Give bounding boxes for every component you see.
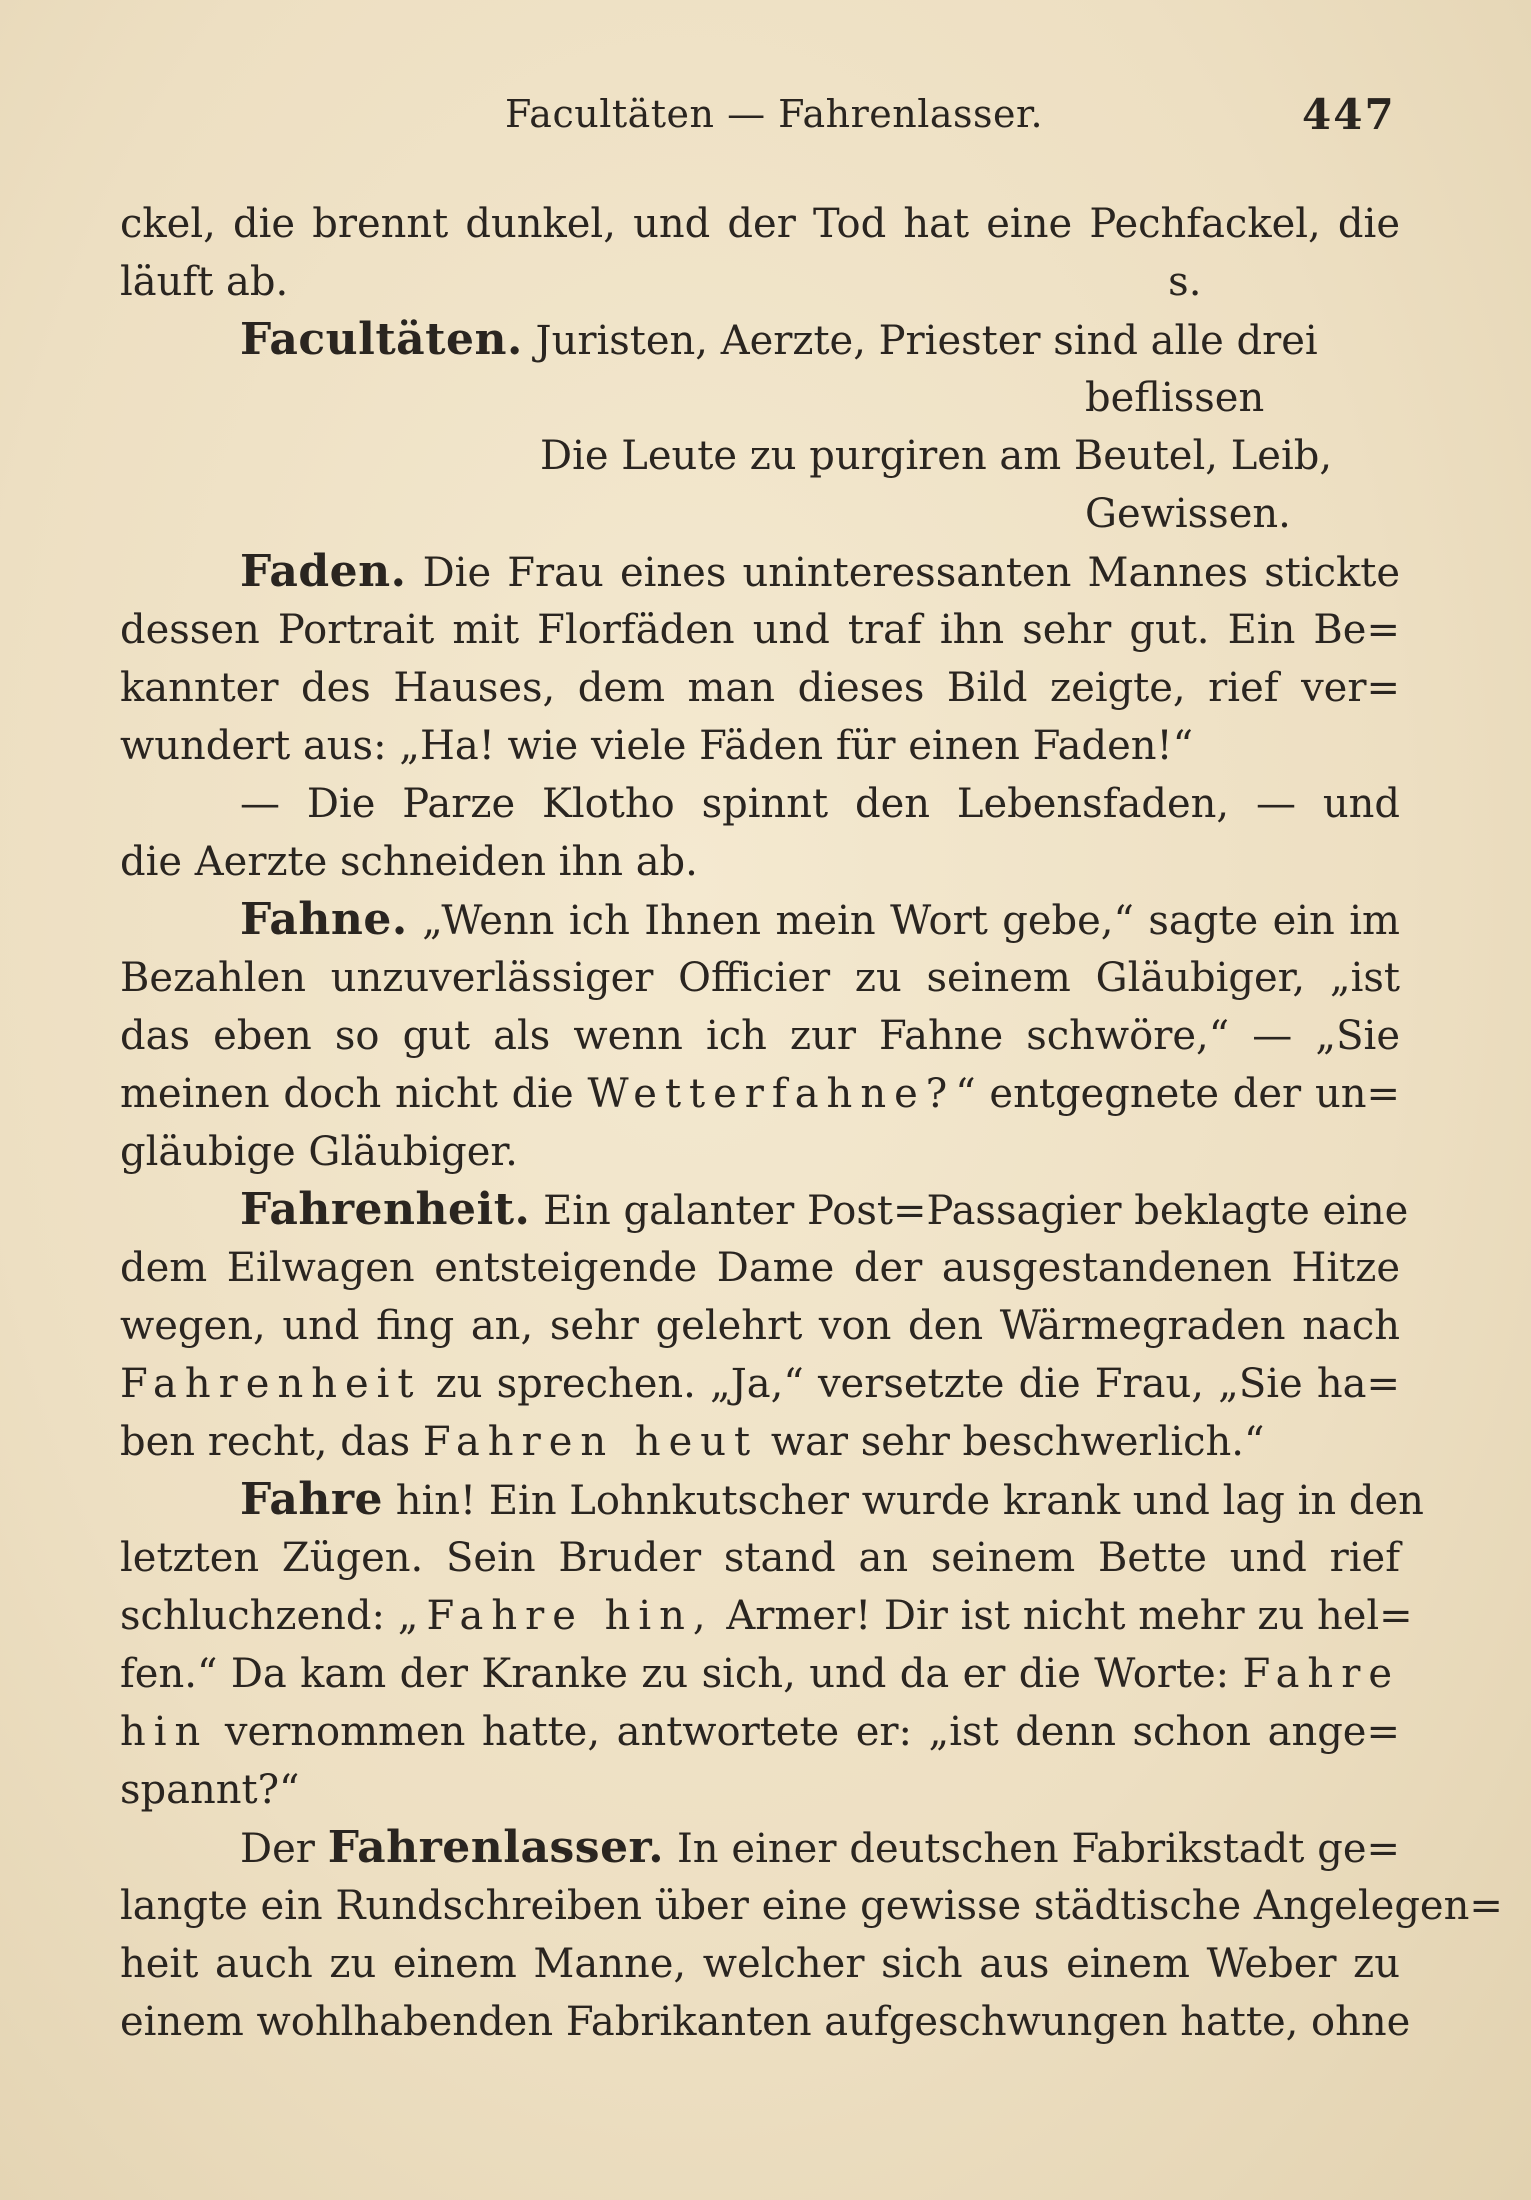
text-line: — Die Parze Klotho spinnt den Lebensfaden, — und [240, 781, 1400, 827]
text-fragment: hin! Ein Lohnkutscher wurde krank und lag in den [395, 1478, 1424, 1524]
verse-line: Gewissen. [1085, 491, 1291, 537]
spaced-emphasis: Wetterfahne? [587, 1071, 956, 1117]
text-line: wegen, und fing an, sehr gelehrt von den Wärmegraden nach [120, 1303, 1400, 1349]
entry-headword: Fahrenheit. [240, 1184, 531, 1235]
text-fragment: ben recht, das [120, 1419, 411, 1465]
text-line: langte ein Rundschreiben über eine gewisse städtische Angelegen= [120, 1883, 1503, 1929]
running-title: Facultäten — Fahrenlasser. [505, 92, 1044, 136]
body-text [120, 195, 1503, 2051]
entry-fahrenlasser [120, 1819, 1400, 1877]
text-fragment: schluchzend: [120, 1593, 385, 1639]
text-line [120, 1645, 1400, 1703]
entry-headword: Fahrenlasser. [327, 1822, 665, 1873]
spaced-emphasis: Fahren heut [422, 1419, 759, 1465]
text-line: die Aerzte schneiden ihn ab. [120, 839, 698, 885]
text-line: einem wohlhabenden Fabrikanten aufgeschwungen hatte, ohne [120, 1999, 1411, 2045]
spaced-emphasis: „Fahre hin, [397, 1593, 714, 1639]
spaced-emphasis: Fahre [1242, 1651, 1400, 1697]
entry-headword: Fahre [240, 1474, 384, 1525]
entry-fahrenheit [120, 1181, 1409, 1239]
entry-fahre-hin [120, 1471, 1424, 1529]
text-line: wundert aus: „Ha! wie viele Fäden für einen Faden!“ [120, 723, 1194, 769]
entry-headword: Fahne. [240, 894, 408, 945]
text-fragment: war sehr beschwerlich.“ [770, 1419, 1265, 1465]
text-line [120, 1355, 1400, 1413]
text-fragment: Der [240, 1826, 315, 1872]
entry-facultaeten [120, 311, 1400, 369]
text-line [120, 1703, 1400, 1761]
text-line: gläubige Gläubiger. [120, 1129, 518, 1175]
text-fragment: fen.“ Da kam der Kranke zu sich, und da er die Worte: [120, 1651, 1230, 1697]
author-signature: s. [1168, 259, 1202, 305]
page-number: 447 [1302, 90, 1396, 139]
entry-fahne [120, 891, 1400, 949]
verse-line: beflissen [1085, 375, 1265, 421]
text-fragment: „Wenn ich Ihnen mein Wort gebe,“ sagte ein im [422, 898, 1400, 944]
text-line: dem Eilwagen entsteigende Dame der ausgestandenen Hitze [120, 1245, 1400, 1291]
text-fragment: läuft ab. [120, 259, 289, 305]
text-fragment: meinen doch nicht die [120, 1071, 574, 1117]
spaced-emphasis: hin [120, 1709, 209, 1755]
entry-headword: Faden. [240, 546, 407, 597]
spaced-emphasis: Fahrenheit [120, 1361, 422, 1407]
text-fragment: vernommen hatte, antwortete er: „ist denn schon ange= [224, 1709, 1400, 1755]
verse-line: Die Leute zu purgiren am Beutel, Leib, [540, 433, 1333, 479]
text-line: das eben so gut als wenn ich zur Fahne schwöre,“ — „Sie [120, 1013, 1400, 1059]
text-fragment: “ entgegnete der un= [955, 1071, 1400, 1117]
text-fragment: Die Frau eines uninteressanten Mannes stickte [422, 550, 1400, 596]
entry-faden [120, 543, 1400, 601]
text-line [120, 1587, 1413, 1645]
text-fragment: In einer deutschen Fabrikstadt ge= [676, 1826, 1401, 1872]
text-fragment: zu sprechen. „Ja,“ versetzte die Frau, „Sie ha= [435, 1361, 1400, 1407]
text-line: kannter des Hauses, dem man dieses Bild zeigte, rief ver= [120, 665, 1400, 711]
text-line: Bezahlen unzuverlässiger Officier zu seinem Gläubiger, „ist [120, 955, 1400, 1001]
text-line: dessen Portrait mit Florfäden und traf ihn sehr gut. Ein Be= [120, 607, 1400, 653]
text-fragment: Ein galanter Post=Passagier beklagte eine [543, 1188, 1409, 1234]
page-header [0, 92, 1531, 152]
text-line [120, 1065, 1400, 1123]
text-line: ckel, die brennt dunkel, und der Tod hat eine Pechfackel, die [120, 201, 1400, 247]
text-fragment: Armer! Dir ist nicht mehr zu hel= [726, 1593, 1413, 1639]
text-line [120, 253, 1400, 311]
text-line: heit auch zu einem Manne, welcher sich aus einem Weber zu [120, 1941, 1400, 1987]
text-line: letzten Zügen. Sein Bruder stand an seinem Bette und rief [120, 1535, 1400, 1581]
verse-line: Juristen, Aerzte, Priester sind alle drei [535, 318, 1318, 364]
entry-headword: Facultäten. [240, 314, 523, 365]
text-line: spannt?“ [120, 1767, 300, 1813]
text-line [120, 1413, 1400, 1471]
